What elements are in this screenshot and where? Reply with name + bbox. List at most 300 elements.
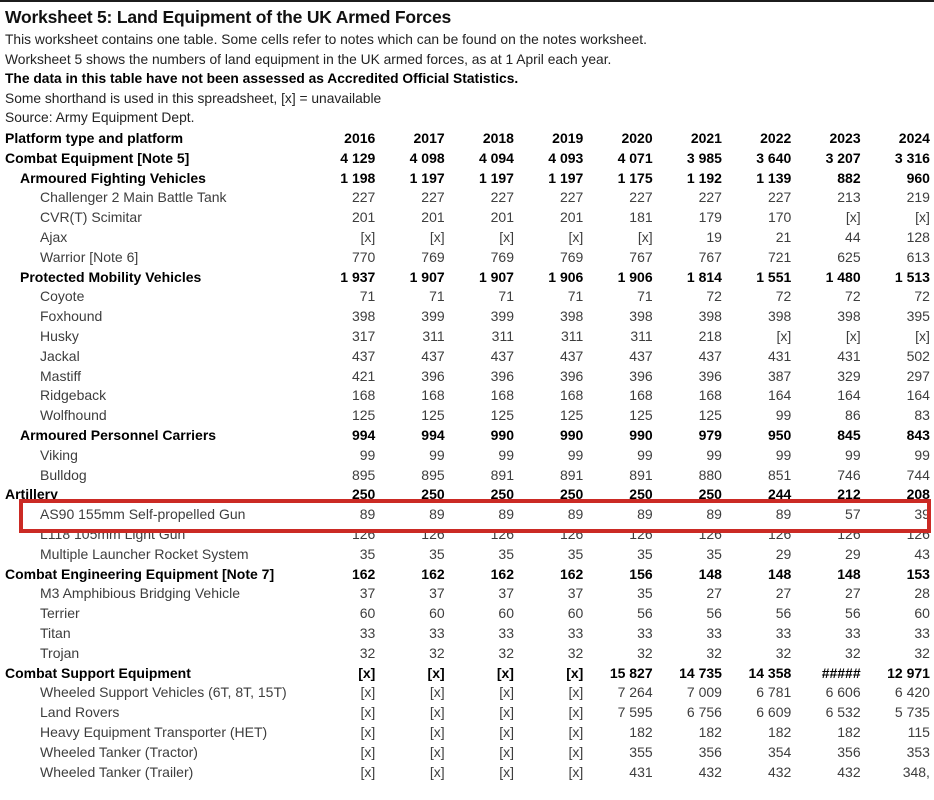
value-cell: 244 <box>767 486 792 503</box>
value-cell: [x] <box>360 763 376 780</box>
value-cell: 33 <box>359 624 376 641</box>
table-row <box>0 188 934 208</box>
value-cell: 396 <box>559 367 584 384</box>
value-cell: 89 <box>429 506 445 523</box>
value-cell: 56 <box>637 605 653 622</box>
value-cell: [x] <box>915 327 930 344</box>
value-cell: 250 <box>559 486 584 503</box>
value-cell: [x] <box>427 664 445 681</box>
value-cell: 83 <box>914 407 930 424</box>
value-cell: 99 <box>429 446 445 463</box>
value-cell: 162 <box>559 565 584 582</box>
value-cell: 32 <box>775 644 792 661</box>
value-cell: 250 <box>698 486 722 503</box>
value-cell: 396 <box>629 367 653 384</box>
value-cell: 37 <box>498 585 514 602</box>
value-cell: 880 <box>698 466 722 483</box>
year-column-header: 2022 <box>760 130 792 146</box>
value-cell: 125 <box>698 407 722 424</box>
table-row <box>0 584 934 604</box>
value-cell: 1 937 <box>340 268 376 285</box>
value-cell: 297 <box>906 367 930 384</box>
value-cell: 27 <box>845 585 861 602</box>
value-cell: 845 <box>837 426 861 443</box>
value-cell: 168 <box>421 387 445 404</box>
value-cell: 625 <box>837 248 861 265</box>
value-cell: 164 <box>767 387 792 404</box>
value-cell: 227 <box>767 189 792 206</box>
value-cell: 126 <box>421 525 445 542</box>
value-cell: [x] <box>568 763 584 780</box>
value-cell: 89 <box>498 506 514 523</box>
table-row <box>0 683 934 703</box>
value-cell: 250 <box>629 486 653 503</box>
value-cell: 227 <box>490 189 514 206</box>
table-row <box>0 208 934 228</box>
value-cell: 7 009 <box>686 684 722 701</box>
value-cell: 29 <box>845 545 861 562</box>
value-cell: 164 <box>837 387 861 404</box>
value-cell: 399 <box>490 308 514 325</box>
row-label: Viking <box>40 446 78 463</box>
value-cell: 431 <box>767 347 792 364</box>
value-cell: 35 <box>637 585 653 602</box>
value-cell: [x] <box>429 723 445 740</box>
value-cell: 28 <box>914 585 930 602</box>
row-label: M3 Amphibious Bridging Vehicle <box>40 585 241 602</box>
value-cell: 950 <box>767 426 792 443</box>
value-cell: 356 <box>837 743 861 760</box>
row-label: Protected Mobility Vehicles <box>20 268 202 285</box>
table-row <box>0 149 934 169</box>
value-cell: 355 <box>629 743 653 760</box>
value-cell: 851 <box>767 466 792 483</box>
value-cell: 317 <box>351 327 376 344</box>
value-cell: 182 <box>837 723 861 740</box>
value-cell: 115 <box>907 723 930 740</box>
value-cell: 126 <box>906 525 930 542</box>
value-cell: 168 <box>559 387 584 404</box>
value-cell: 71 <box>359 288 376 305</box>
row-label: AS90 155mm Self-propelled Gun <box>40 506 246 523</box>
value-cell: 125 <box>351 407 376 424</box>
value-cell: 1 906 <box>548 268 584 285</box>
value-cell: 201 <box>490 209 514 226</box>
value-cell: 437 <box>698 347 722 364</box>
value-cell: 19 <box>706 228 722 245</box>
value-cell: [x] <box>499 763 514 780</box>
value-cell: 14 735 <box>679 664 722 681</box>
value-cell: 3 316 <box>894 149 930 166</box>
value-cell: 170 <box>767 209 792 226</box>
year-column-header: 2019 <box>552 130 584 146</box>
value-cell: [x] <box>499 704 514 721</box>
year-column-header: 2020 <box>621 130 653 146</box>
value-cell: 33 <box>914 624 930 641</box>
table-row <box>0 565 934 585</box>
table-row <box>0 466 934 486</box>
value-cell: 148 <box>767 565 792 582</box>
value-cell: 57 <box>845 506 861 523</box>
table-row <box>0 624 934 644</box>
table-row <box>0 406 934 426</box>
value-cell: [x] <box>568 684 584 701</box>
value-cell: 162 <box>490 565 514 582</box>
value-cell: 126 <box>490 525 514 542</box>
row-label: Ridgeback <box>40 387 107 404</box>
value-cell: 398 <box>351 308 376 325</box>
value-cell: 356 <box>698 743 722 760</box>
value-cell: 502 <box>906 347 930 364</box>
table-row <box>0 367 934 387</box>
page-title: Worksheet 5: Land Equipment of the UK Armed Forces <box>5 7 452 27</box>
value-cell: [x] <box>776 327 792 344</box>
year-column-header: 2017 <box>413 130 445 146</box>
row-label: Foxhound <box>40 308 103 325</box>
table-row <box>0 485 934 505</box>
row-label: Challenger 2 Main Battle Tank <box>40 189 227 206</box>
value-cell: 33 <box>706 624 722 641</box>
value-cell: 227 <box>698 189 722 206</box>
value-cell: 126 <box>767 525 792 542</box>
value-cell: 994 <box>421 426 445 443</box>
value-cell: 60 <box>567 605 584 622</box>
value-cell: 437 <box>490 347 514 364</box>
intro-line-contents: This worksheet contains one table. Some cells refer to notes which can be found on the notes worksheet. <box>5 32 647 47</box>
value-cell: 71 <box>567 288 584 305</box>
row-label: Husky <box>40 327 79 344</box>
value-cell: 895 <box>421 466 445 483</box>
value-cell: 89 <box>775 506 792 523</box>
value-cell: 33 <box>775 624 792 641</box>
value-cell: 99 <box>637 446 653 463</box>
value-cell: 6 420 <box>894 684 930 701</box>
value-cell: 437 <box>351 347 376 364</box>
value-cell: 432 <box>767 763 792 780</box>
value-cell: 14 358 <box>748 664 792 681</box>
value-cell: [x] <box>499 743 514 760</box>
value-cell: 348, <box>902 763 930 780</box>
value-cell: 33 <box>637 624 653 641</box>
value-cell: [x] <box>637 228 653 245</box>
value-cell: 72 <box>775 288 792 305</box>
value-cell: 1 551 <box>756 268 792 285</box>
value-cell: 990 <box>559 426 584 443</box>
value-cell: 32 <box>637 644 653 661</box>
value-cell: 37 <box>567 585 584 602</box>
value-cell: 1 197 <box>548 169 584 186</box>
value-cell: 769 <box>559 248 584 265</box>
value-cell: 398 <box>559 308 584 325</box>
value-cell: 162 <box>351 565 376 582</box>
table-row <box>0 327 934 347</box>
table-row <box>0 426 934 446</box>
value-cell: 721 <box>767 248 792 265</box>
row-label: Mastiff <box>40 367 81 384</box>
value-cell: 27 <box>775 585 792 602</box>
value-cell: 99 <box>359 446 376 463</box>
value-cell: 39 <box>914 506 930 523</box>
row-label: Wheeled Support Vehicles (6T, 8T, 15T) <box>40 684 287 701</box>
value-cell: 398 <box>767 308 792 325</box>
table-row <box>0 703 934 723</box>
value-cell: 6 756 <box>686 704 722 721</box>
value-cell: 311 <box>560 327 584 344</box>
value-cell: 843 <box>906 426 930 443</box>
value-cell: 99 <box>775 407 792 424</box>
value-cell: 72 <box>845 288 861 305</box>
intro-line-shorthand: Some shorthand is used in this spreadsheet, [x] = unavailable <box>5 90 382 106</box>
value-cell: [x] <box>845 327 861 344</box>
value-cell: 56 <box>845 605 861 622</box>
value-cell: 32 <box>845 644 861 661</box>
value-cell: 311 <box>491 327 514 344</box>
value-cell: 182 <box>767 723 792 740</box>
value-cell: 71 <box>429 288 445 305</box>
value-cell: [x] <box>915 209 930 226</box>
value-cell: [x] <box>429 763 445 780</box>
value-cell: 33 <box>429 624 445 641</box>
value-cell: [x] <box>429 228 445 245</box>
value-cell: 219 <box>906 189 930 206</box>
value-cell: 744 <box>906 466 930 483</box>
table-row <box>0 644 934 664</box>
value-cell: 56 <box>706 605 722 622</box>
value-cell: 35 <box>359 545 376 562</box>
value-cell: 227 <box>629 189 653 206</box>
intro-line-source: Source: Army Equipment Dept. <box>5 110 195 126</box>
value-cell: [x] <box>429 684 445 701</box>
value-cell: 882 <box>837 169 861 186</box>
value-cell: 99 <box>914 446 930 463</box>
value-cell: 153 <box>906 565 930 582</box>
value-cell: 399 <box>421 308 445 325</box>
value-cell: 4 098 <box>409 149 445 166</box>
table-row <box>0 743 934 763</box>
year-column-header: 2024 <box>898 130 930 146</box>
value-cell: 125 <box>629 407 653 424</box>
value-cell: 1 197 <box>478 169 514 186</box>
value-cell: 201 <box>351 209 376 226</box>
value-cell: [x] <box>429 743 445 760</box>
value-cell: 421 <box>351 367 376 384</box>
value-cell: [x] <box>568 228 584 245</box>
value-cell: [x] <box>360 704 376 721</box>
value-cell: 396 <box>490 367 514 384</box>
value-cell: [x] <box>499 228 514 245</box>
value-cell: 168 <box>351 387 376 404</box>
value-cell: 35 <box>429 545 445 562</box>
value-cell: 396 <box>421 367 445 384</box>
value-cell: 891 <box>559 466 584 483</box>
value-cell: 212 <box>837 486 861 503</box>
row-label: Coyote <box>40 288 85 305</box>
value-cell: 164 <box>906 387 930 404</box>
value-cell: 746 <box>837 466 861 483</box>
row-label: Ajax <box>40 228 68 245</box>
value-cell: 126 <box>559 525 584 542</box>
value-cell: 6 781 <box>756 684 792 701</box>
value-cell: [x] <box>360 723 376 740</box>
value-cell: 89 <box>637 506 653 523</box>
value-cell: 29 <box>775 545 792 562</box>
value-cell: 125 <box>421 407 445 424</box>
value-cell: 37 <box>429 585 445 602</box>
row-label: L118 105mm Light Gun <box>40 525 186 542</box>
value-cell: 35 <box>637 545 653 562</box>
value-cell: [x] <box>429 704 445 721</box>
value-cell: 148 <box>698 565 722 582</box>
table-row <box>0 347 934 367</box>
value-cell: 769 <box>421 248 445 265</box>
table-row <box>0 268 934 288</box>
row-label: Titan <box>40 624 71 641</box>
value-cell: [x] <box>568 704 584 721</box>
value-cell: 437 <box>421 347 445 364</box>
value-cell: 43 <box>914 545 930 562</box>
row-label: Wolfhound <box>40 407 107 424</box>
value-cell: 208 <box>906 486 930 503</box>
value-cell: [x] <box>566 664 584 681</box>
year-column-header: 2021 <box>690 130 722 146</box>
value-cell: [x] <box>360 743 376 760</box>
value-cell: 311 <box>422 327 445 344</box>
value-cell: 60 <box>914 605 930 622</box>
value-cell: 432 <box>698 763 722 780</box>
value-cell: 1 513 <box>894 268 930 285</box>
row-label: Trojan <box>40 644 80 661</box>
value-cell: 994 <box>351 426 376 443</box>
value-cell: 4 093 <box>548 149 584 166</box>
value-cell: 182 <box>629 723 653 740</box>
row-label: Multiple Launcher Rocket System <box>40 545 249 562</box>
value-cell: [x] <box>568 743 584 760</box>
value-cell: 71 <box>637 288 653 305</box>
table-row <box>0 525 934 545</box>
value-cell: 250 <box>351 486 376 503</box>
row-label: CVR(T) Scimitar <box>40 209 142 226</box>
table-row <box>0 664 934 684</box>
value-cell: 32 <box>498 644 514 661</box>
table-row <box>0 723 934 743</box>
value-cell: 99 <box>498 446 514 463</box>
value-cell: 1 814 <box>686 268 722 285</box>
value-cell: 27 <box>706 585 722 602</box>
value-cell: [x] <box>568 723 584 740</box>
value-cell: 128 <box>906 228 930 245</box>
value-cell: 398 <box>629 308 653 325</box>
row-label: Combat Equipment [Note 5] <box>5 149 190 166</box>
value-cell: 767 <box>629 248 653 265</box>
value-cell: ##### <box>821 664 861 681</box>
platform-column-header: Platform type and platform <box>5 130 184 146</box>
value-cell: 3 640 <box>756 149 792 166</box>
value-cell: 432 <box>837 763 861 780</box>
value-cell: 148 <box>837 565 861 582</box>
table-row <box>0 307 934 327</box>
value-cell: 156 <box>629 565 653 582</box>
value-cell: 353 <box>906 743 930 760</box>
table-row <box>0 446 934 466</box>
value-cell: 99 <box>775 446 792 463</box>
value-cell: 398 <box>698 308 722 325</box>
value-cell: 4 071 <box>617 149 653 166</box>
value-cell: 218 <box>698 327 722 344</box>
value-cell: 35 <box>498 545 514 562</box>
value-cell: 613 <box>906 248 930 265</box>
value-cell: 770 <box>351 248 376 265</box>
table-row-highlighted <box>0 505 934 525</box>
year-column-header: 2023 <box>829 130 861 146</box>
row-label: Armoured Fighting Vehicles <box>20 169 206 186</box>
value-cell: 1 192 <box>686 169 722 186</box>
equipment-table <box>0 129 934 782</box>
table-row <box>0 228 934 248</box>
value-cell: 126 <box>351 525 376 542</box>
value-cell: 168 <box>698 387 722 404</box>
value-cell: 1 907 <box>409 268 445 285</box>
value-cell: 1 198 <box>340 169 376 186</box>
value-cell: 60 <box>359 605 376 622</box>
value-cell: 437 <box>629 347 653 364</box>
table-row <box>0 287 934 307</box>
table-row <box>0 545 934 565</box>
table-row <box>0 763 934 783</box>
row-label: Warrior [Note 6] <box>40 248 139 265</box>
value-cell: 1 139 <box>756 169 792 186</box>
value-cell: 32 <box>567 644 584 661</box>
value-cell: 895 <box>351 466 376 483</box>
value-cell: 44 <box>845 228 861 245</box>
value-cell: 891 <box>490 466 514 483</box>
value-cell: 37 <box>359 585 376 602</box>
value-cell: 979 <box>698 426 722 443</box>
value-cell: 960 <box>906 169 930 186</box>
intro-line-description: Worksheet 5 shows the numbers of land equipment in the UK armed forces, as at 1 April each year. <box>5 51 612 67</box>
intro-line-statistics-notice: The data in this table have not been assessed as Accredited Official Statistics. <box>5 71 519 87</box>
table-row <box>0 604 934 624</box>
value-cell: 767 <box>698 248 722 265</box>
value-cell: 99 <box>567 446 584 463</box>
value-cell: [x] <box>496 664 514 681</box>
value-cell: 21 <box>775 228 792 245</box>
value-cell: 1 907 <box>478 268 514 285</box>
value-cell: 6 532 <box>825 704 861 721</box>
value-cell: 227 <box>559 189 584 206</box>
value-cell: 891 <box>629 466 653 483</box>
value-cell: 201 <box>421 209 445 226</box>
value-cell: 89 <box>567 506 584 523</box>
value-cell: 56 <box>775 605 792 622</box>
value-cell: 1 480 <box>825 268 861 285</box>
value-cell: 15 827 <box>609 664 653 681</box>
value-cell: 227 <box>421 189 445 206</box>
row-label: Armoured Personnel Carriers <box>20 426 217 443</box>
table-row <box>0 248 934 268</box>
value-cell: 35 <box>567 545 584 562</box>
value-cell: 126 <box>629 525 653 542</box>
value-cell: 250 <box>421 486 445 503</box>
value-cell: 33 <box>845 624 861 641</box>
row-label: Heavy Equipment Transporter (HET) <box>40 723 268 740</box>
value-cell: [x] <box>845 209 861 226</box>
value-cell: 769 <box>490 248 514 265</box>
row-label: Artillery <box>5 486 58 503</box>
value-cell: 162 <box>421 565 445 582</box>
value-cell: [x] <box>360 684 376 701</box>
value-cell: 329 <box>837 367 861 384</box>
value-cell: 398 <box>837 308 861 325</box>
